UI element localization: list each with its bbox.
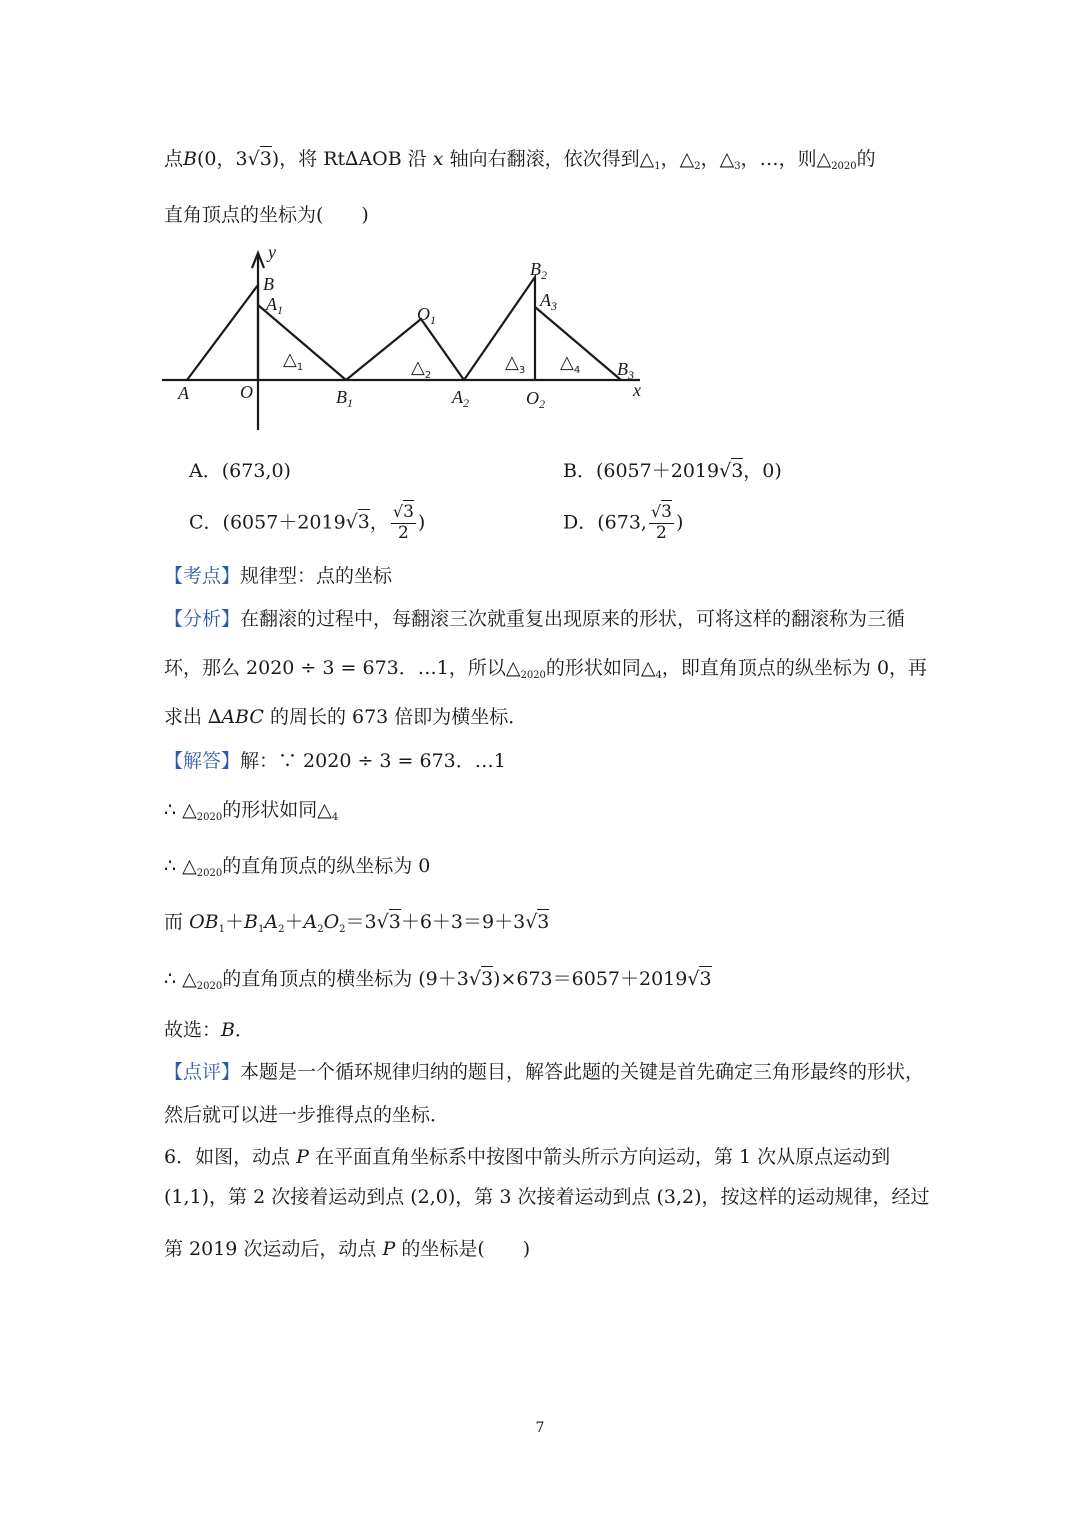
fenxi-line1 (164, 610, 905, 629)
option-text: (6057＋2019 (595, 460, 720, 482)
problem6-line3: 第 2019 次运动后，动点 P 的坐标是( ) (164, 1238, 531, 1260)
dianping-tag: 【点评】 (164, 1061, 241, 1083)
option-letter: A． (189, 460, 222, 482)
stem-text: )，将 Rt∆AOB 沿 (271, 148, 427, 170)
solution-line3: 而 $OB_1+B_1A_2+A_2O_2=3√3+6+3=9+3√3$ (164, 911, 550, 935)
option-text: (6057＋2019 (222, 511, 346, 534)
stem-text: 轴向右翻滚，依次得到△ (449, 148, 655, 170)
subscript: 2020 (831, 161, 857, 172)
stem-text: ，△ (660, 148, 695, 170)
label-triangle-3: $\triangle_3$ (505, 352, 526, 376)
solution-line1: ∴ $\triangle_{2020}$的形状如同$\triangle_4$ (164, 799, 339, 823)
label-a1: $A_1$ (266, 294, 283, 317)
jieda-text: 解：∵ 2020 ÷ 3 = 673．…1 (240, 750, 506, 772)
option-letter: B． (563, 460, 596, 482)
dianping-line2: 然后就可以进一步推得点的坐标． (164, 1104, 450, 1126)
label-b2: $B_2$ (530, 259, 547, 282)
problem5-stem-line1 (164, 150, 876, 172)
fenxi-tag: 【分析】 (164, 608, 241, 630)
fraction: $\frac{√3}{2}$ (392, 502, 414, 543)
point-b: B (183, 148, 197, 170)
option-d (563, 504, 683, 543)
subscript: 3 (734, 161, 741, 172)
option-c (189, 504, 425, 543)
kaodian-line (164, 567, 392, 586)
stem-text: (0，3 (196, 148, 248, 170)
label-triangle-1: $\triangle_1$ (283, 349, 304, 373)
subscript: 1 (654, 161, 661, 172)
label-o2: $O_2$ (526, 388, 545, 411)
problem6-line1: 6．如图，动点 P 在平面直角坐标系中按图中箭头所示方向运动，第 1 次从原点运动到 (164, 1146, 891, 1168)
option-text: ) (675, 511, 684, 534)
problem5-stem-line2: 直角顶点的坐标为( ) (164, 204, 369, 226)
solution-line4: ∴ $\triangle_{2020}$的直角顶点的横坐标为 (9＋3√3)×673＝6057＋2019√3 (164, 968, 712, 992)
page-number: 7 (535, 1420, 545, 1436)
answer-line: 故选：B． (164, 1019, 254, 1041)
option-text: ) (417, 511, 426, 534)
label-triangle-4: $\triangle_4$ (560, 352, 581, 376)
label-o: O (240, 382, 253, 402)
subscript: 2 (694, 161, 701, 172)
sqrt: √3 (247, 148, 272, 170)
jieda-line (164, 752, 506, 771)
label-a2: $A_2$ (452, 387, 469, 410)
fraction: $\frac{√3}{2}$ (650, 502, 672, 543)
label-b: B (263, 274, 274, 294)
label-a: A (178, 383, 189, 403)
option-letter: D． (563, 511, 598, 534)
dianping-text: 本题是一个循环规律归纳的题目，解答此题的关键是首先确定三角形最终的形状， (240, 1061, 925, 1083)
fenxi-text: 在翻滚的过程中，每翻滚三次就重复出现原来的形状，可将这样的翻滚称为三循 (240, 608, 906, 630)
label-triangle-2: $\triangle_2$ (411, 357, 432, 381)
option-b (563, 462, 782, 481)
label-a3: $A_3$ (540, 290, 557, 313)
stem-text: ，…，则△ (740, 148, 832, 170)
dianping-line1 (164, 1063, 924, 1082)
label-y: y (268, 242, 276, 262)
triangle-2 (346, 319, 464, 380)
option-text: ，0) (743, 460, 782, 482)
kaodian-text: 规律型：点的坐标 (240, 565, 393, 587)
label-b3: $B_3$ (617, 359, 634, 382)
fenxi-line2: 环，那么 2020 ÷ 3 = 673．…1，所以$\triangle_{2020}$的形状如同$\triangle_4$，即直角顶点的纵坐标为 0，再 (164, 657, 928, 681)
problem6-line2: (1,1)，第 2 次接着运动到点 (2,0)，第 3 次接着运动到点 (3,2)，按这样的运动规律，经过 (164, 1186, 930, 1208)
option-a (189, 462, 291, 481)
option-text: (673, (597, 511, 647, 534)
label-o1: $O_1$ (417, 304, 436, 327)
option-text: ， (369, 511, 389, 534)
kaodian-tag: 【考点】 (164, 565, 241, 587)
axis-x: x (432, 148, 444, 170)
stem-text: ，△ (700, 148, 735, 170)
triangle-aob (187, 285, 258, 380)
solution-line2: ∴ $\triangle_{2020}$的直角顶点的纵坐标为 0 (164, 855, 431, 879)
rolling-triangle-figure (160, 240, 660, 440)
sqrt: √3 (345, 511, 370, 534)
jieda-tag: 【解答】 (164, 750, 241, 772)
sqrt: √3 (719, 460, 744, 482)
stem-text: 的 (856, 148, 876, 170)
fenxi-line3: 求出 ∆ABC 的周长的 673 倍即为横坐标． (164, 706, 528, 728)
label-x: x (633, 380, 641, 400)
option-text: (673,0) (221, 460, 291, 482)
option-letter: C． (189, 511, 223, 534)
label-b1: $B_1$ (336, 387, 353, 410)
stem-text: 点 (164, 148, 184, 170)
